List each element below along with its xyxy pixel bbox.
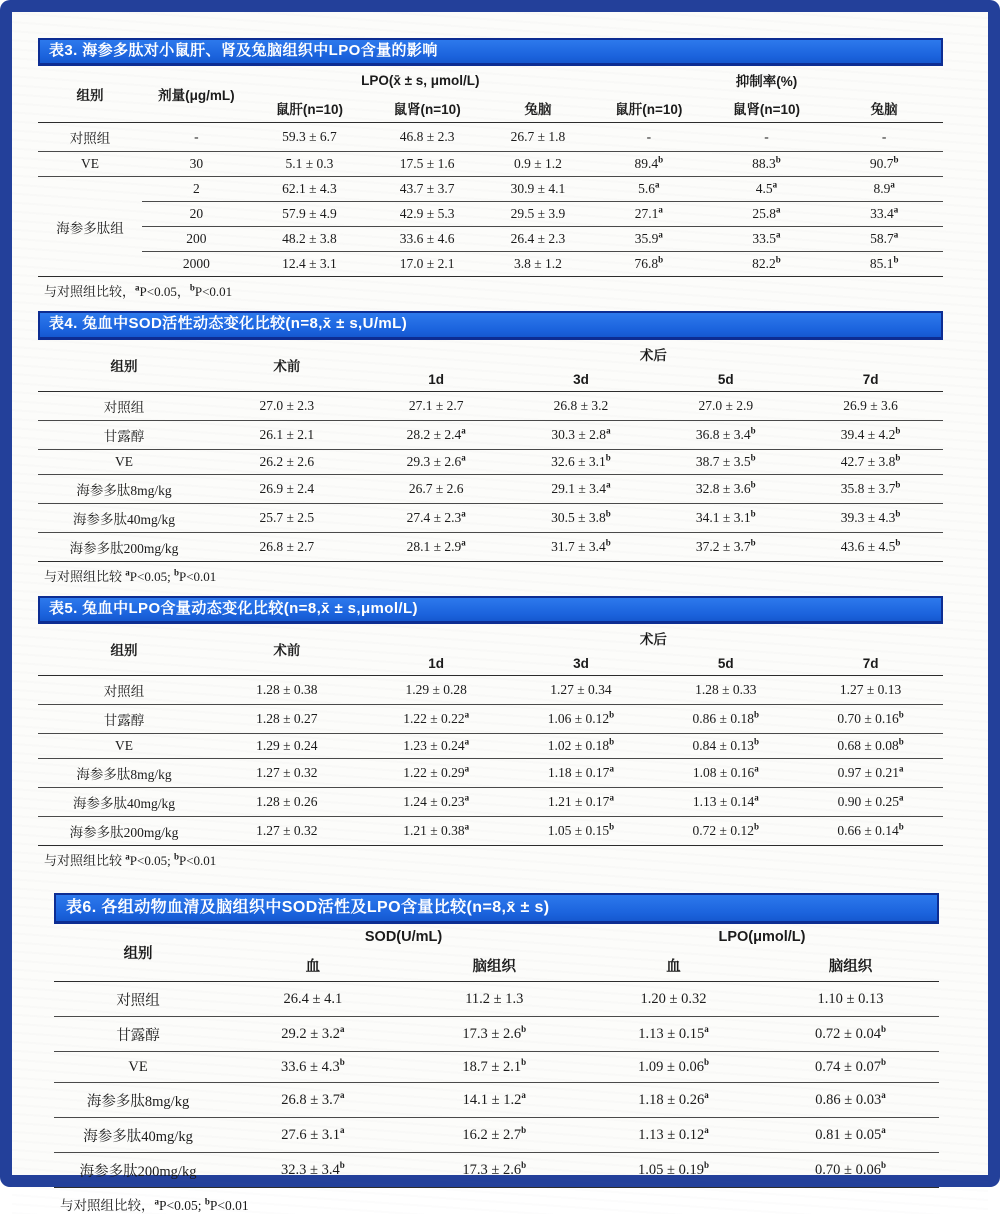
- table-cell: 35.8 ± 3.7$^b$: [798, 474, 943, 503]
- table5-title: 表5. 兔血中LPO含量动态变化比较(n=8,x̄ ± s,μmol/L): [49, 599, 418, 617]
- table3-title: 表3. 海参多肽对小鼠肝、肾及兔脑组织中LPO含量的影响: [49, 42, 438, 59]
- table-cell: 对照组: [116, 992, 160, 1009]
- table-row: [38, 758, 943, 787]
- table6: [54, 924, 939, 1188]
- table-cell: 26.9 ± 3.6: [843, 397, 898, 413]
- column-header-postop-span: 术后: [639, 631, 667, 647]
- table-cell: 76.8$^b$: [590, 252, 708, 277]
- table-cell: 29.2 ± 3.2$^a$: [222, 1017, 403, 1052]
- table5-body: [38, 675, 943, 845]
- table-cell: 25.8$^a$: [708, 202, 826, 227]
- table-cell: 32.6 ± 3.1$^b$: [509, 449, 654, 474]
- table-cell: -: [194, 129, 199, 145]
- table-cell: 0.81 ± 0.05$^a$: [762, 1118, 939, 1153]
- column-header: 鼠肾(n=10): [393, 102, 461, 118]
- table-row: [54, 1052, 939, 1083]
- column-header-group: 组别: [76, 88, 104, 104]
- table-cell: 1.05 ± 0.15$^b$: [509, 816, 654, 845]
- column-header: 血: [666, 959, 681, 976]
- table-cell: 甘露醇: [38, 704, 210, 733]
- table-cell: VE: [54, 1052, 222, 1083]
- table-cell: 30.9 ± 4.1: [486, 177, 590, 202]
- table-cell: 29.5 ± 3.9: [486, 202, 590, 227]
- table-cell: 海参多肽8mg/kg: [54, 1083, 222, 1118]
- table-cell: 88.3$^b$: [708, 152, 826, 177]
- table-cell: -: [881, 129, 887, 145]
- column-header-dose: 剂量(μg/mL): [158, 88, 235, 104]
- table-cell: VE: [38, 449, 210, 474]
- column-header-sod-span: SOD(U/mL): [364, 929, 443, 946]
- table-cell: 1.18 ± 0.26$^a$: [585, 1083, 762, 1118]
- table-cell: 2: [142, 177, 251, 202]
- table-cell: 1.28 ± 0.33: [695, 681, 757, 697]
- table-cell: 39.4 ± 4.2$^b$: [798, 420, 943, 449]
- column-header-group: 组别: [123, 946, 153, 963]
- table-cell: 18.7 ± 2.1$^b$: [404, 1052, 585, 1083]
- table-cell: 33.6 ± 4.3$^b$: [222, 1052, 403, 1083]
- table-cell: 0.72 ± 0.04$^b$: [762, 1017, 939, 1052]
- table-row: [38, 532, 943, 561]
- table-cell: 26.8 ± 3.2: [553, 397, 609, 413]
- table-row: [38, 177, 943, 202]
- table-cell: 33.4$^a$: [825, 202, 943, 227]
- table-cell: 海参多肽8mg/kg: [38, 474, 210, 503]
- table-cell: 1.13 ± 0.12$^a$: [585, 1118, 762, 1153]
- table6-section: [54, 893, 939, 1214]
- table-cell: 0.74 ± 0.07$^b$: [762, 1052, 939, 1083]
- column-header: 兔脑: [870, 102, 898, 118]
- table-cell: 海参多肽40mg/kg: [38, 787, 210, 816]
- column-header: 7d: [862, 371, 879, 387]
- table-cell: 1.08 ± 0.16$^a$: [653, 758, 798, 787]
- table-cell: 27.4 ± 2.3$^a$: [364, 503, 509, 532]
- table-cell: 1.05 ± 0.19$^b$: [585, 1153, 762, 1188]
- column-header: 鼠肾(n=10): [732, 102, 801, 118]
- table-cell: 33.6 ± 4.6: [368, 227, 486, 252]
- table3-section: [38, 38, 943, 300]
- table-cell: 26.4 ± 2.3: [486, 227, 590, 252]
- table-cell: 12.4 ± 3.1: [251, 252, 369, 277]
- table-cell: 31.7 ± 3.4$^b$: [509, 532, 654, 561]
- table-cell: 1.06 ± 0.12$^b$: [509, 704, 654, 733]
- table-cell: 甘露醇: [54, 1017, 222, 1052]
- table-cell: 0.70 ± 0.06$^b$: [762, 1153, 939, 1188]
- table-cell: 26.7 ± 2.6: [364, 474, 509, 503]
- table6-title: 表6. 各组动物血清及脑组织中SOD活性及LPO含量比较(n=8,x̄ ± s): [66, 898, 550, 916]
- table-cell: 89.4$^b$: [590, 152, 708, 177]
- table-cell: 33.5$^a$: [708, 227, 826, 252]
- table-cell: 0.66 ± 0.14$^b$: [798, 816, 943, 845]
- table-cell: 32.3 ± 3.4$^b$: [222, 1153, 403, 1188]
- table-cell: 2000: [142, 252, 251, 277]
- table-cell: 32.8 ± 3.6$^b$: [653, 474, 798, 503]
- table-cell: 1.10 ± 0.13: [817, 990, 884, 1007]
- table-row: [38, 449, 943, 474]
- table4-header: [38, 340, 943, 392]
- table-cell: 26.7 ± 1.8: [510, 129, 566, 145]
- column-header: 脑组织: [828, 959, 873, 976]
- table-row: [38, 420, 943, 449]
- column-header: 1d: [428, 371, 445, 387]
- table-cell: 27.0 ± 2.3: [259, 397, 315, 413]
- table-cell: 62.1 ± 4.3: [251, 177, 369, 202]
- table4-footnote: 与对照组比较 $^a$P<0.05; $^b$P<0.01: [44, 567, 217, 584]
- table-cell: 1.21 ± 0.17$^a$: [509, 787, 654, 816]
- column-header-preop: 术前: [273, 359, 301, 374]
- table-cell: 0.86 ± 0.18$^b$: [653, 704, 798, 733]
- table-cell: -: [764, 129, 769, 145]
- column-header-group: 组别: [110, 359, 138, 374]
- table-cell: 0.9 ± 1.2: [486, 152, 590, 177]
- table-cell: 海参多肽200mg/kg: [38, 816, 210, 845]
- column-header: 5d: [717, 371, 734, 387]
- table3-title-bar: [38, 38, 943, 66]
- table-cell: 0.68 ± 0.08$^b$: [798, 733, 943, 758]
- table-cell: 20: [142, 202, 251, 227]
- table-cell: 37.2 ± 3.7$^b$: [653, 532, 798, 561]
- table-cell: 1.27 ± 0.32: [210, 816, 364, 845]
- column-header: 3d: [573, 371, 589, 387]
- table5-footnote: 与对照组比较 $^a$P<0.05; $^b$P<0.01: [44, 851, 217, 868]
- table-cell: 26.1 ± 2.1: [210, 420, 364, 449]
- table-cell: 16.2 ± 2.7$^b$: [404, 1118, 585, 1153]
- table-cell: 42.9 ± 5.3: [368, 202, 486, 227]
- column-header: 5d: [717, 655, 734, 671]
- table-cell: 30.3 ± 2.8$^a$: [509, 420, 654, 449]
- table6-body: [54, 982, 939, 1188]
- table-row: [38, 733, 943, 758]
- table-row: [38, 503, 943, 532]
- table-cell: 0.97 ± 0.21$^a$: [798, 758, 943, 787]
- table-cell: 5.1 ± 0.3: [251, 152, 369, 177]
- table-cell: 0.70 ± 0.16$^b$: [798, 704, 943, 733]
- table-row: [38, 704, 943, 733]
- table-row: [38, 123, 943, 152]
- table-cell: 29.1 ± 3.4$^a$: [509, 474, 654, 503]
- table6-header: [54, 924, 939, 982]
- column-header: 鼠肝(n=10): [615, 102, 683, 118]
- table-cell: 27.1 ± 2.7: [408, 397, 464, 413]
- table4: [38, 340, 943, 562]
- table3-body: [38, 123, 943, 277]
- table-cell: 58.7$^a$: [825, 227, 943, 252]
- table-cell: VE: [38, 152, 142, 177]
- column-header: 血: [305, 959, 321, 976]
- table-cell: 1.13 ± 0.14$^a$: [653, 787, 798, 816]
- table-cell: 甘露醇: [38, 420, 210, 449]
- table-cell: 26.4 ± 4.1: [283, 990, 343, 1007]
- table-cell: 17.5 ± 1.6: [368, 152, 486, 177]
- table-cell: 0.90 ± 0.25$^a$: [798, 787, 943, 816]
- table-cell: 59.3 ± 6.7: [282, 129, 337, 145]
- table-cell: 0.84 ± 0.13$^b$: [653, 733, 798, 758]
- table-cell: 35.9$^a$: [590, 227, 708, 252]
- table5: [38, 624, 943, 846]
- table-cell: 30.5 ± 3.8$^b$: [509, 503, 654, 532]
- table-row: [38, 252, 943, 277]
- table-cell: 17.0 ± 2.1: [368, 252, 486, 277]
- table3-header: [38, 66, 943, 123]
- column-header-postop-span: 术后: [639, 347, 667, 363]
- table-cell: 34.1 ± 3.1$^b$: [653, 503, 798, 532]
- table-cell: 5.6$^a$: [590, 177, 708, 202]
- table-cell: 1.20 ± 0.32: [640, 990, 707, 1007]
- table-cell: 3.8 ± 1.2: [486, 252, 590, 277]
- table-cell: 1.27 ± 0.34: [550, 681, 612, 697]
- table4-title: 表4. 兔血中SOD活性动态变化比较(n=8,x̄ ± s,U/mL): [49, 315, 408, 333]
- table-cell: 27.1$^a$: [590, 202, 708, 227]
- table-cell: 海参多肽200mg/kg: [38, 532, 210, 561]
- column-header: 1d: [428, 655, 445, 671]
- table-row: [38, 391, 943, 420]
- table-cell: 海参多肽200mg/kg: [54, 1153, 222, 1188]
- table5-header: [38, 624, 943, 676]
- table-cell: 1.13 ± 0.15$^a$: [585, 1017, 762, 1052]
- table-cell: 39.3 ± 4.3$^b$: [798, 503, 943, 532]
- table-row: [38, 816, 943, 845]
- column-header: 脑组织: [472, 959, 517, 976]
- table3-footnote: 与对照组比较，$^a$P<0.05，$^b$P<0.01: [44, 282, 233, 300]
- table3: [38, 66, 943, 277]
- table5-title-bar: [38, 596, 943, 624]
- table-row: [54, 1083, 939, 1118]
- column-header: 鼠肝(n=10): [275, 102, 344, 118]
- table4-title-bar: [38, 311, 943, 339]
- table-row: [38, 474, 943, 503]
- table-cell: 30: [142, 152, 251, 177]
- table-cell: 海参多肽8mg/kg: [38, 758, 210, 787]
- table-cell: 4.5$^a$: [708, 177, 826, 202]
- table-row: [38, 675, 943, 704]
- table-cell: 200: [142, 227, 251, 252]
- table-cell: 0.72 ± 0.12$^b$: [653, 816, 798, 845]
- column-header-group: 组别: [110, 643, 138, 659]
- table-cell: 17.3 ± 2.6$^b$: [404, 1153, 585, 1188]
- table-cell: 25.7 ± 2.5: [210, 503, 364, 532]
- table-cell: 11.2 ± 1.3: [465, 990, 524, 1007]
- table6-footnote: 与对照组比较，$^a$P<0.05; $^b$P<0.01: [60, 1196, 249, 1214]
- table-cell: 1.27 ± 0.32: [210, 758, 364, 787]
- column-header: 兔脑: [524, 102, 552, 118]
- table-cell: 0.86 ± 0.03$^a$: [762, 1083, 939, 1118]
- column-header-inhibition-span: 抑制率(%): [735, 74, 798, 90]
- table-cell: 14.1 ± 1.2$^a$: [404, 1083, 585, 1118]
- table-cell: -: [646, 129, 652, 145]
- table-cell: 1.29 ± 0.24: [210, 733, 364, 758]
- table-cell: 42.7 ± 3.8$^b$: [798, 449, 943, 474]
- table-cell: 8.9$^a$: [825, 177, 943, 202]
- table-cell: 28.2 ± 2.4$^a$: [364, 420, 509, 449]
- table-cell: 1.22 ± 0.29$^a$: [364, 758, 509, 787]
- table-cell: 17.3 ± 2.6$^b$: [404, 1017, 585, 1052]
- column-header-lpo-span: LPO(μmol/L): [718, 929, 806, 946]
- table-cell: 1.23 ± 0.24$^a$: [364, 733, 509, 758]
- table-cell: 90.7$^b$: [825, 152, 943, 177]
- table-cell: 43.6 ± 4.5$^b$: [798, 532, 943, 561]
- page-content: [12, 12, 988, 1214]
- table4-section: [38, 311, 943, 584]
- table-cell: 26.9 ± 2.4: [210, 474, 364, 503]
- table-cell: 46.8 ± 2.3: [399, 129, 455, 145]
- column-header-preop: 术前: [273, 643, 301, 659]
- table-cell: 29.3 ± 2.6$^a$: [364, 449, 509, 474]
- table-cell: 1.09 ± 0.06$^b$: [585, 1052, 762, 1083]
- table-row: [54, 982, 939, 1017]
- table-row: [54, 1017, 939, 1052]
- table-cell: 1.28 ± 0.26: [210, 787, 364, 816]
- table-cell: 36.8 ± 3.4$^b$: [653, 420, 798, 449]
- table4-body: [38, 391, 943, 561]
- table-cell: 26.8 ± 3.7$^a$: [222, 1083, 403, 1118]
- table-cell: 28.1 ± 2.9$^a$: [364, 532, 509, 561]
- table6-title-bar: [54, 893, 939, 925]
- table-cell: 27.6 ± 3.1$^a$: [222, 1118, 403, 1153]
- table-row: [38, 787, 943, 816]
- table-cell: 1.29 ± 0.28: [405, 681, 467, 697]
- table-cell: 43.7 ± 3.7: [368, 177, 486, 202]
- table-cell: 海参多肽40mg/kg: [54, 1118, 222, 1153]
- table-row: [54, 1118, 939, 1153]
- table-cell: 海参多肽40mg/kg: [38, 503, 210, 532]
- column-header: 7d: [862, 655, 879, 671]
- table-row: [38, 152, 943, 177]
- table-cell: 对照组: [103, 399, 145, 415]
- table5-section: [38, 596, 943, 869]
- table-cell: 26.8 ± 2.7: [210, 532, 364, 561]
- table-cell: 1.02 ± 0.18$^b$: [509, 733, 654, 758]
- table-cell: 1.27 ± 0.13: [839, 681, 902, 697]
- table-cell: 48.2 ± 3.8: [251, 227, 369, 252]
- table-cell: VE: [38, 733, 210, 758]
- table-cell: 26.2 ± 2.6: [210, 449, 364, 474]
- table-cell: 1.21 ± 0.38$^a$: [364, 816, 509, 845]
- table-cell: 1.22 ± 0.22$^a$: [364, 704, 509, 733]
- table-cell: 1.24 ± 0.23$^a$: [364, 787, 509, 816]
- table-cell: 1.28 ± 0.38: [256, 681, 318, 697]
- table-cell: 1.28 ± 0.27: [210, 704, 364, 733]
- table-row: [54, 1153, 939, 1188]
- column-header-lpo-span: LPO(x̄ ± s, μmol/L): [361, 72, 480, 88]
- table-cell: 27.0 ± 2.9: [698, 397, 754, 413]
- table-row: [38, 202, 943, 227]
- table-cell: 对照组: [69, 131, 111, 147]
- table-cell: 对照组: [103, 683, 145, 699]
- column-header: 3d: [573, 655, 589, 671]
- table-row: [38, 227, 943, 252]
- group-label-cell: 海参多肽组: [38, 177, 142, 277]
- table-cell: 38.7 ± 3.5$^b$: [653, 449, 798, 474]
- table-cell: 82.2$^b$: [708, 252, 826, 277]
- table-cell: 57.9 ± 4.9: [251, 202, 369, 227]
- table-cell: 1.18 ± 0.17$^a$: [509, 758, 654, 787]
- table-cell: 85.1$^b$: [825, 252, 943, 277]
